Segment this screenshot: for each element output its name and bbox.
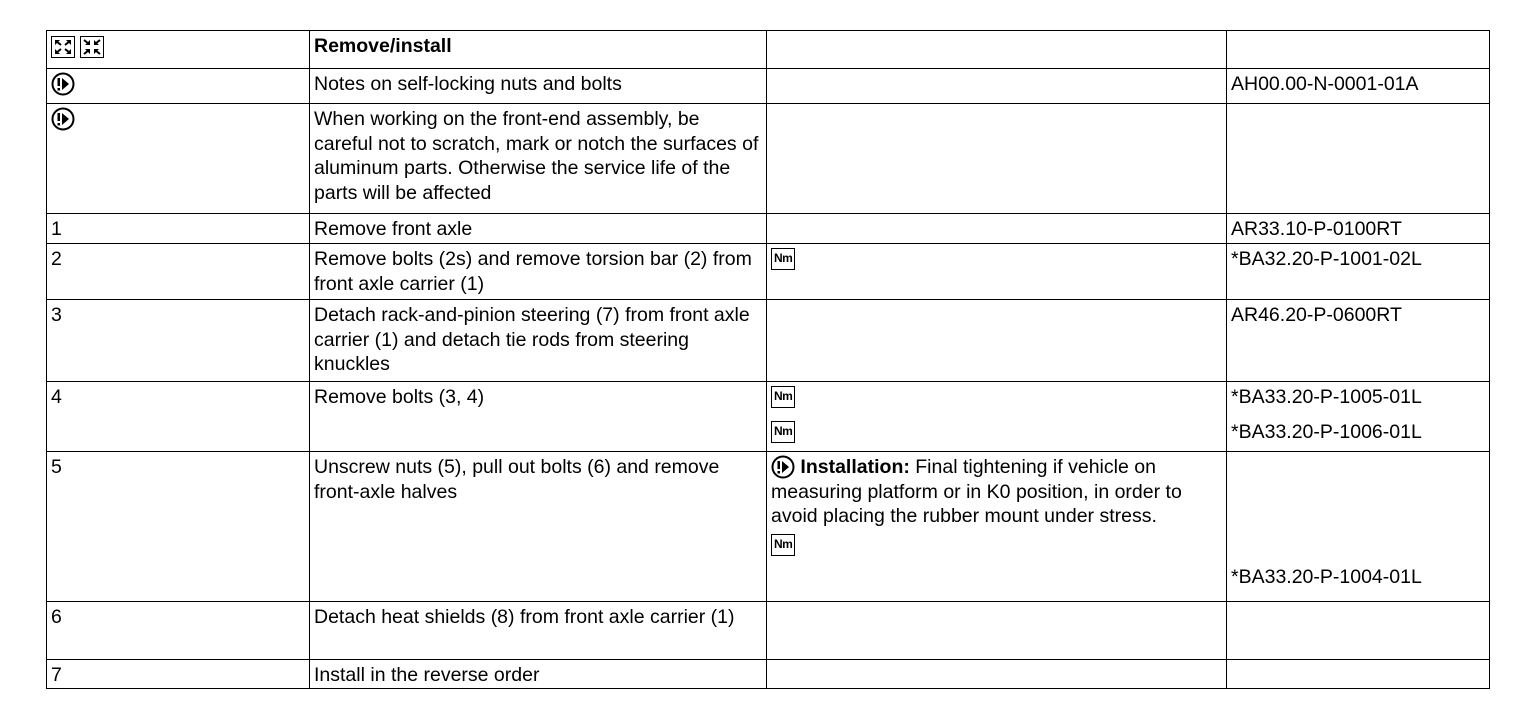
note-icon <box>51 72 75 96</box>
torque-nm-icon[interactable]: Nm <box>771 386 795 408</box>
torque-nm-icon[interactable]: Nm <box>771 421 795 443</box>
step-number: 5 <box>47 452 310 602</box>
detail-cell <box>767 214 1227 244</box>
table-row <box>47 244 1490 300</box>
header-icons-cell <box>47 31 310 69</box>
step-text: Install in the reverse order <box>310 660 767 689</box>
detail-cell <box>767 244 1227 300</box>
reference-link[interactable]: AH00.00-N-0001-01A <box>1227 69 1490 104</box>
detail-cell <box>767 602 1227 660</box>
installation-note-icon <box>771 455 795 479</box>
installation-note <box>771 455 1222 529</box>
reference-link[interactable]: *BA32.20-P-1001-02L <box>1227 244 1490 300</box>
reference-cell <box>1227 104 1490 214</box>
header-empty-cell <box>1227 31 1490 69</box>
header-empty-cell <box>767 31 1227 69</box>
step-number: 7 <box>47 660 310 689</box>
step-text: Notes on self-locking nuts and bolts <box>310 69 767 104</box>
reference-link[interactable]: *BA33.20-P-1005-01L <box>1231 386 1422 408</box>
table-row <box>47 300 1490 382</box>
step-cell <box>47 104 310 214</box>
collapse-icon[interactable] <box>80 36 104 58</box>
step-number: 6 <box>47 602 310 660</box>
reference-link[interactable]: *BA33.20-P-1006-01L <box>1231 420 1422 443</box>
detail-cell <box>767 300 1227 382</box>
procedure-table <box>46 30 1490 689</box>
detail-cell <box>767 660 1227 689</box>
torque-nm-icon[interactable]: Nm <box>771 248 795 270</box>
table-row <box>47 69 1490 104</box>
table-row <box>47 452 1490 602</box>
step-cell <box>47 69 310 104</box>
reference-link[interactable]: AR33.10-P-0100RT <box>1227 214 1490 244</box>
reference-link[interactable]: *BA33.20-P-1004-01L <box>1231 566 1422 588</box>
step-text: Detach heat shields (8) from front axle carrier (1) <box>310 602 767 660</box>
table-row <box>47 104 1490 214</box>
step-number: 2 <box>47 244 310 300</box>
step-text: Remove bolts (3, 4) <box>310 382 767 452</box>
table-row <box>47 660 1490 689</box>
installation-label: Installation: <box>800 456 910 478</box>
table-row <box>47 382 1490 452</box>
step-text: Remove front axle <box>310 214 767 244</box>
installation-text: Final tightening if vehicle on measuring platform or in K0 position, in order to avoid placing the rubber mount under stress. <box>771 456 1182 527</box>
step-text: When working on the front-end assembly, be careful not to scratch, mark or notch the surfaces of aluminum parts. Otherwise the service life of the parts will be affected <box>310 104 767 214</box>
detail-cell <box>767 104 1227 214</box>
detail-cell <box>767 382 1227 452</box>
reference-cell <box>1227 452 1490 602</box>
step-number: 3 <box>47 300 310 382</box>
reference-cell <box>1227 382 1490 452</box>
step-text: Detach rack-and-pinion steering (7) from front axle carrier (1) and detach tie rods from steering knuckles <box>310 300 767 382</box>
detail-cell <box>767 69 1227 104</box>
note-icon <box>51 107 75 131</box>
step-number: 1 <box>47 214 310 244</box>
step-number: 4 <box>47 382 310 452</box>
step-text: Remove bolts (2s) and remove torsion bar (2) from front axle carrier (1) <box>310 244 767 300</box>
header-row <box>47 31 1490 69</box>
detail-cell <box>767 452 1227 602</box>
expand-icon[interactable] <box>51 36 75 58</box>
table-row <box>47 602 1490 660</box>
reference-cell <box>1227 660 1490 689</box>
reference-link[interactable]: AR46.20-P-0600RT <box>1227 300 1490 382</box>
reference-cell <box>1227 602 1490 660</box>
step-text: Unscrew nuts (5), pull out bolts (6) and remove front-axle halves <box>310 452 767 602</box>
torque-nm-icon[interactable]: Nm <box>771 534 795 556</box>
header-title: Remove/install <box>310 31 767 69</box>
table-row <box>47 214 1490 244</box>
